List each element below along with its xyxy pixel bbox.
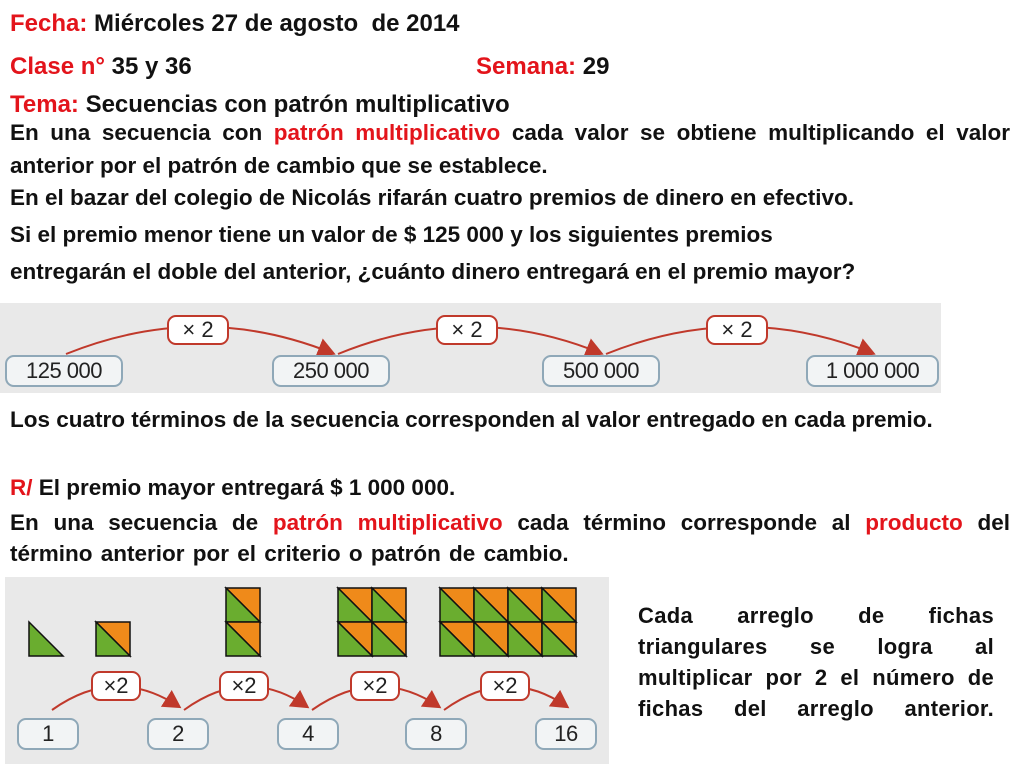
seq2-term-2: 2	[147, 718, 209, 750]
definition-2-text-a: En una secuencia de	[10, 510, 273, 535]
seq2-operator-2: ×2	[219, 671, 269, 701]
seq1-term-1: 125 000	[5, 355, 123, 387]
problem-line-1: En el bazar del colegio de Nicolás rifarán cuatro premios de dinero en efectivo.	[10, 185, 854, 210]
seq2-term-3: 4	[277, 718, 339, 750]
tema-value: Secuencias con patrón multiplicativo	[85, 91, 510, 118]
definition-2-highlight-2: producto	[865, 510, 963, 535]
definition-1-highlight: patrón multiplicativo	[273, 120, 501, 145]
seq2-operator-4: ×2	[480, 671, 530, 701]
seq1-operator-2: × 2	[436, 315, 498, 345]
seq2-term-1: 1	[17, 718, 79, 750]
fecha-value: Miércoles 27 de agosto de 2014	[94, 10, 460, 37]
answer-label: R/	[10, 475, 33, 500]
semana-label: Semana:	[476, 53, 577, 80]
definition-2-highlight-1: patrón multiplicativo	[272, 510, 503, 535]
seq1-operator-1: × 2	[167, 315, 229, 345]
side-explanation: Cada arreglo de fichas triangulares se logra al multiplicar por 2 el número de fichas del arreglo anterior.	[638, 603, 994, 721]
seq1-term-4: 1 000 000	[806, 355, 939, 387]
fecha-label: Fecha:	[10, 10, 88, 37]
semana-value: 29	[582, 53, 610, 80]
problem-line-3: entregarán el doble del anterior, ¿cuánto dinero entregará en el premio mayor?	[10, 259, 856, 284]
seq2-operator-1: ×2	[91, 671, 141, 701]
definition-2-text-b: cada término corresponde al	[502, 510, 866, 535]
definition-2-text-c: del término anterior por el criterio o patrón de cambio.	[10, 510, 1011, 566]
problem-line-2: Si el premio menor tiene un valor de $ 125 000 y los siguientes premios	[10, 222, 773, 247]
explanation-text: Los cuatro términos de la secuencia corresponden al valor entregado en cada premio.	[10, 407, 933, 432]
definition-1-text-a: En una secuencia con	[10, 120, 274, 145]
seq2-term-5: 16	[535, 718, 597, 750]
definition-1-text-b: cada valor se obtiene multiplicando el valor anterior por el patrón de cambio que se establece.	[10, 120, 1010, 178]
seq1-term-3: 500 000	[542, 355, 660, 387]
answer-text: El premio mayor entregará $ 1 000 000.	[32, 475, 456, 500]
clase-label: Clase n°	[10, 53, 105, 80]
seq2-operator-3: ×2	[350, 671, 400, 701]
tema-label: Tema:	[10, 91, 79, 118]
seq1-term-2: 250 000	[272, 355, 390, 387]
clase-value: 35 y 36	[111, 53, 192, 80]
seq1-operator-3: × 2	[706, 315, 768, 345]
seq2-term-4: 8	[405, 718, 467, 750]
